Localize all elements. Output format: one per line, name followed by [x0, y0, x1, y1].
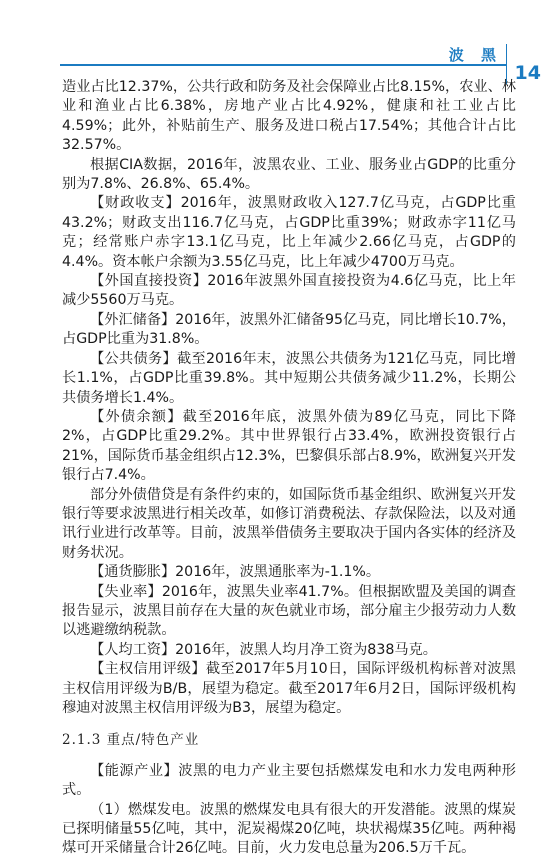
paragraph-tag: 【人均工资】: [90, 641, 176, 658]
paragraph-tag: 【能源产业】: [90, 762, 179, 779]
paragraph: [62, 408, 516, 486]
paragraph-tag: 【财政收支】: [90, 195, 181, 212]
header-rule: [60, 64, 507, 66]
paragraph: 造业占比12.37%，公共行政和防务及社会保障业占比8.15%，农业、林业和渔业占比6.38%，房地产业占比4.92%，健康和社工业占比4.59%；此外，补贴前生产、服务及进口税占17.54%；其他合计占比32.57%。: [62, 79, 516, 154]
paragraph-text: 2016年，波黑失业率41.7%。但根据欧盟及美国的调查报告显示，波黑目前存在大量的灰色就业市场，部分雇主少报劳动力人数以逃避缴纳税款。: [62, 583, 517, 639]
section-title: 波 黑: [448, 46, 502, 64]
paragraph: [62, 311, 516, 350]
paragraph-text: 截至2017年5月10日，国际评级机构标普对波黑主权信用评级为B/B，展望为稳定。截至2017年6月2日，国际评级机构穆迪对波黑主权信用评级为B3，展望为稳定。: [62, 661, 516, 716]
paragraph-tag: 【外债余额】: [90, 408, 183, 425]
section-subheading: 2.1.3 重点/特色产业: [62, 732, 200, 749]
paragraph-tag: 【外国直接投资】: [90, 273, 208, 290]
paragraph: [62, 350, 516, 408]
document-body: [62, 78, 516, 859]
paragraph: [62, 641, 516, 660]
paragraph-text: 2016年，波黑财政收入127.7亿马克，占GDP比重43.2%；财政支出116.7亿马克，占GDP比重39%；财政赤字11亿马克；经常账户赤字13.1亿马克，比上年减少2.66亿马克，占GDP的4.4%。资本帐户余额为3.55亿马克，比上年减少4700万马克。: [62, 195, 516, 270]
paragraph-text: 2016年波黑外国直接投资为4.6亿马克，比上年减少5560万马克。: [62, 273, 516, 309]
paragraph: [62, 762, 516, 801]
paragraph: [62, 660, 516, 718]
paragraph-tag: 【通货膨胀】: [90, 564, 176, 581]
paragraph: 部分外债借贷是有条件约束的，如国际货币基金组织、欧洲复兴开发银行等要求波黑进行相关改革，如修订消费税法、存款保险法，以及对通讯行业进行改革等。目前，波黑举借债务主要取决于国内各实体的经济及财务状况。: [62, 486, 517, 561]
paragraph: （1）燃煤发电。波黑的燃煤发电具有很大的开发潜能。波黑的煤炭已探明储量55亿吨，其中，泥炭褐煤20亿吨，块状褐煤35亿吨。两种褐煤可开采储量合计26亿吨。目前，火力发电总量为206.5万千瓦。: [62, 801, 516, 857]
paragraph: 根据CIA数据，2016年，波黑农业、工业、服务业占GDP的比重分别为7.8%、26.8%、65.4%。: [62, 156, 516, 193]
page-header: [0, 0, 559, 84]
paragraph-tag: 【外汇储备】: [90, 311, 176, 328]
paragraph: [62, 194, 516, 272]
paragraph-tag: 【失业率】: [90, 583, 162, 600]
page-number: 14: [514, 62, 541, 84]
paragraph-text: 2016年，波黑外汇储备95亿马克，同比增长10.7%，占GDP比重为31.8%。: [62, 311, 516, 348]
paragraph-tag: 【主权信用评级】: [90, 661, 206, 678]
paragraph: [62, 272, 516, 311]
paragraph-text: 波黑的电力产业主要包括燃煤发电和水力发电两种形式。: [62, 762, 516, 799]
paragraph: [62, 563, 516, 582]
paragraph-text: 2016年，波黑人均月净工资为838马克。: [175, 641, 437, 658]
paragraph-text: 截至2016年底，波黑外债为89亿马克，同比下降2%，占GDP比重29.2%。其中世界银行占33.4%，欧洲投资银行占21%，国际货币基金组织占12.3%，巴黎俱乐部占8.9%，欧洲复兴开发银行占7.4%。: [62, 408, 516, 484]
paragraph-text: 2016年，波黑通胀率为-1.1%。: [175, 564, 381, 581]
paragraph: [62, 583, 516, 641]
paragraph-text: 截至2016年末，波黑公共债务为121亿马克，同比增长1.1%，占GDP比重39.8%。其中短期公共债务减少11.2%，长期公共债务增长1.4%。: [62, 350, 516, 406]
paragraph-tag: 【公共债务】: [90, 350, 177, 367]
